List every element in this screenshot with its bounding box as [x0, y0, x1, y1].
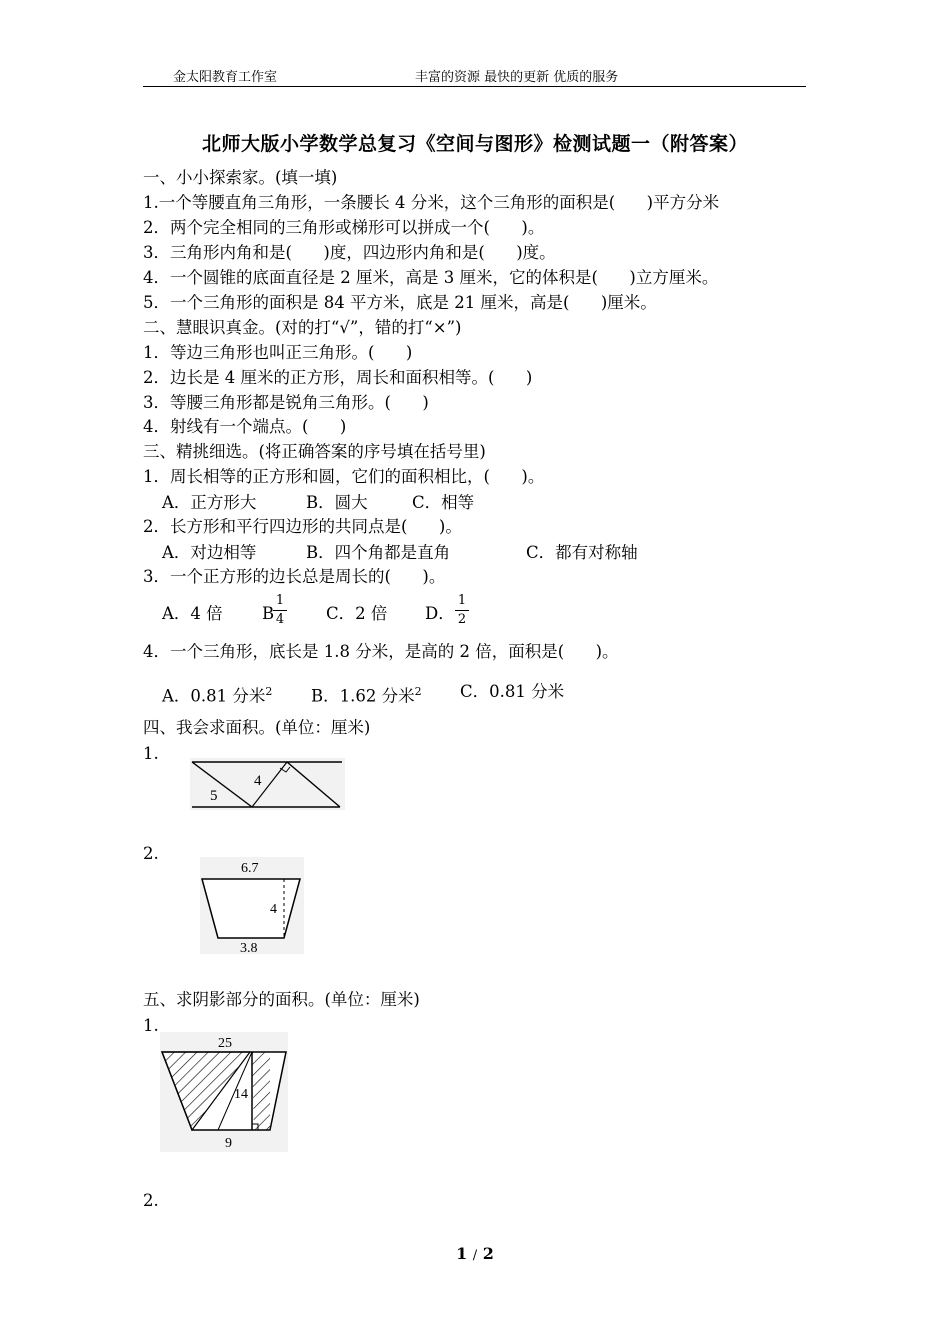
- section2-item-3: 3．等腰三角形都是锐角三角形。( ): [143, 393, 429, 412]
- section3-q4-option-b: [311, 681, 422, 708]
- trapezoid-figure: [200, 857, 304, 954]
- section4-heading: 四、我会求面积。(单位：厘米): [143, 718, 371, 737]
- section4-fig2-label: 2.: [143, 844, 159, 863]
- section3-q3: 3．一个正方形的边长总是周长的( )。: [143, 567, 446, 586]
- section3-q2: 2．长方形和平行四边形的共同点是( )。: [143, 517, 462, 536]
- section1-heading: 一、小小探索家。(填一填): [143, 168, 338, 187]
- fraction-denominator: 2: [457, 612, 467, 627]
- section3-q1: 1．周长相等的正方形和圆，它们的面积相比，( )。: [143, 467, 545, 486]
- section3-q2-option-a: A．对边相等: [162, 543, 257, 562]
- fig1-height-label: 4: [254, 773, 262, 789]
- header-left: 金太阳教育工作室: [173, 70, 278, 85]
- section1-item-3: 3．三角形内角和是( )度，四边形内角和是( )度。: [143, 243, 556, 262]
- superscript: 2: [265, 685, 273, 698]
- fig-top-label: 25: [218, 1036, 232, 1051]
- section3-q2-option-b: B．四个角都是直角: [306, 543, 451, 562]
- section2-item-2: 2．边长是 4 厘米的正方形，周长和面积相等。( ): [143, 368, 533, 387]
- header-right: 丰富的资源 最快的更新 优质的服务: [415, 70, 619, 85]
- section1-item-2: 2．两个完全相同的三角形或梯形可以拼成一个( )。: [143, 218, 545, 237]
- section1-item-1: 1.一个等腰直角三角形，一条腰长 4 分米，这个三角形的面积是( )平方分米: [143, 193, 720, 212]
- header-divider: [143, 86, 806, 87]
- fig1-side-label: 5: [210, 788, 218, 804]
- section3-q1-option-c: C．相等: [412, 493, 475, 512]
- section3-q1-option-b: B．圆大: [306, 493, 368, 512]
- fraction-denominator: 4: [275, 612, 285, 627]
- section3-q4-option-c: C．0.81 分米: [460, 682, 565, 701]
- fraction-numerator: 1: [457, 593, 467, 608]
- section5-fig2-label: 2.: [143, 1191, 159, 1210]
- superscript: 2: [414, 685, 422, 698]
- fraction-one-half: [455, 594, 469, 627]
- page-number: [0, 1244, 950, 1263]
- section1-item-4: 4．一个圆锥的底面直径是 2 厘米，高是 3 厘米，它的体积是( )立方厘米。: [143, 268, 719, 287]
- section2-item-1: 1．等边三角形也叫正三角形。( ): [143, 343, 413, 362]
- section2-heading: 二、慧眼识真金。(对的打“√”，错的打“×”): [143, 318, 462, 337]
- page-total: 2: [482, 1244, 494, 1263]
- section5-heading: 五、求阴影部分的面积。(单位：厘米): [143, 990, 420, 1009]
- section3-q4-option-a: [162, 681, 272, 708]
- section3-q4: 4．一个三角形，底长是 1.8 分米，是高的 2 倍，面积是( )。: [143, 642, 619, 661]
- fig2-top-label: 6.7: [241, 861, 259, 876]
- option-text: B．1.62 分米: [311, 686, 415, 706]
- fraction-numerator: 1: [275, 593, 285, 608]
- section3-q3-option-b: B: [262, 604, 275, 623]
- fraction-one-quarter: [273, 594, 287, 627]
- section3-q1-option-a: A．正方形大: [162, 493, 257, 512]
- section5-fig1-label: 1.: [143, 1016, 159, 1035]
- section1-item-5: 5．一个三角形的面积是 84 平方米，底是 21 厘米，高是( )厘米。: [143, 293, 657, 312]
- section3-q3-option-c: C．2 倍: [326, 604, 388, 623]
- section4-fig1-label: 1.: [143, 744, 159, 763]
- parallelogram-figure: [190, 758, 345, 810]
- section3-q3-option-d: D．: [425, 604, 455, 623]
- page-title: 北师大版小学数学总复习《空间与图形》检测试题一（附答案）: [201, 133, 748, 155]
- fig2-bottom-label: 3.8: [240, 941, 258, 954]
- shaded-trapezoid-figure: [160, 1032, 288, 1152]
- fig-height-label: 14: [234, 1087, 248, 1102]
- section3-heading: 三、精挑细选。(将正确答案的序号填在括号里): [143, 442, 486, 461]
- section3-q3-option-a: A．4 倍: [162, 604, 223, 623]
- fig2-height-label: 4: [270, 902, 277, 917]
- option-text: A．0.81 分米: [162, 686, 266, 706]
- page-current: 1: [456, 1244, 468, 1263]
- section3-q2-option-c: C．都有对称轴: [526, 543, 638, 562]
- fig-bottom-label: 9: [225, 1136, 232, 1151]
- page-separator: /: [472, 1248, 478, 1263]
- section2-item-4: 4．射线有一个端点。( ): [143, 417, 347, 436]
